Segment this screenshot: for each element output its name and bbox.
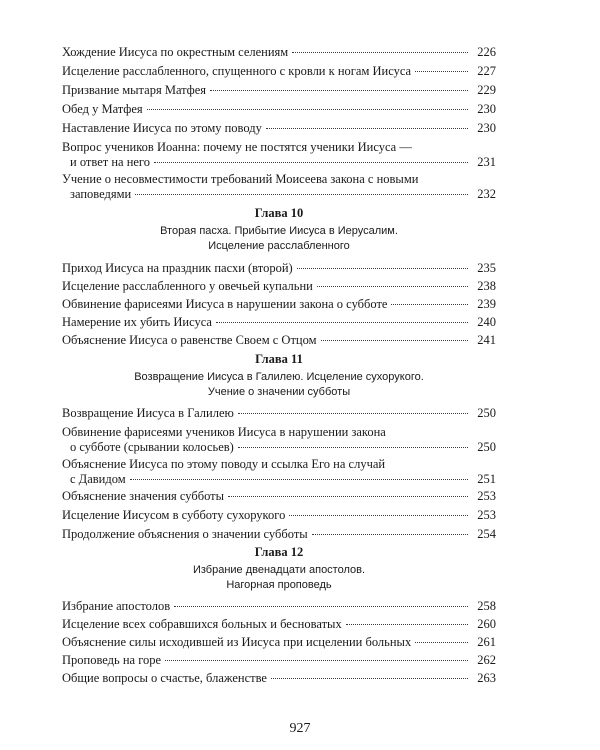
dot-leader xyxy=(165,659,468,661)
page-number: 927 xyxy=(289,721,311,736)
toc-entry-page: 263 xyxy=(477,671,496,685)
toc-entry-title: Учение о несовместимости требований Моисеева закона с новыми xyxy=(62,172,419,186)
toc-entry-title: Общие вопросы о счастье, блаженстве xyxy=(62,671,267,685)
dot-leader xyxy=(238,446,468,448)
toc-entry xyxy=(62,102,496,121)
toc-entry-title: Вопрос учеников Иоанна: почему не постятся ученики Иисуса — xyxy=(62,140,412,154)
toc-entry-page: 226 xyxy=(477,45,496,59)
toc-entry xyxy=(62,297,496,315)
toc-entry-page: 254 xyxy=(477,527,496,541)
toc-entry xyxy=(62,635,496,653)
dot-leader xyxy=(321,339,468,341)
chapter-10-description xyxy=(62,224,496,254)
toc-entry-title: Объяснение значения субботы xyxy=(62,489,225,503)
chapter-desc-line: Возвращение Иисуса в Галилею. Исцеление сухорукого. xyxy=(134,371,424,383)
toc-entry-page: 261 xyxy=(477,635,496,649)
dot-leader xyxy=(154,161,468,163)
chapter-desc-line: Исцеление расслабленного xyxy=(208,240,350,252)
toc-entry-title-cont: заповедями xyxy=(70,187,132,201)
toc-entry xyxy=(62,457,496,489)
toc-entry-page: 250 xyxy=(477,406,496,420)
toc-entry-title: Обвинение фарисеями учеников Иисуса в нарушении закона xyxy=(62,425,386,439)
chapter-10-title: Глава 10 xyxy=(254,206,304,220)
dot-leader xyxy=(415,70,468,72)
toc-entry xyxy=(62,599,496,617)
toc-entry-page: 230 xyxy=(477,102,496,116)
toc-entry-title: Обвинение фарисеями Иисуса в нарушении закона о субботе xyxy=(62,297,388,311)
dot-leader xyxy=(174,605,468,607)
toc-entry-title: Проповедь на горе xyxy=(62,653,162,667)
toc-entry-title: Призвание мытаря Матфея xyxy=(62,83,207,97)
toc-entry-page: 230 xyxy=(477,121,496,135)
toc-entry xyxy=(62,45,496,64)
chapter-12-description xyxy=(62,563,496,593)
toc-entry-page: 253 xyxy=(477,508,496,522)
toc-entry xyxy=(62,406,496,425)
toc-entry-title: Исцеление расслабленного у овечьей купальни xyxy=(62,279,313,293)
dot-leader xyxy=(346,623,468,625)
toc-entry-page: 239 xyxy=(477,297,496,311)
toc-entry-title: Исцеление всех собравшихся больных и бесноватых xyxy=(62,617,342,631)
dot-leader xyxy=(312,533,468,535)
chapter-desc-line: Вторая пасха. Прибытие Иисуса в Иерусалим. xyxy=(160,225,398,237)
toc-entry-title: Обед у Матфея xyxy=(62,102,143,116)
toc-entry-page: 240 xyxy=(477,315,496,329)
toc-entry xyxy=(62,121,496,140)
toc-entry-page: 232 xyxy=(477,187,496,201)
chapter-11-title: Глава 11 xyxy=(255,352,303,366)
dot-leader xyxy=(210,89,468,91)
toc-entry-page: 227 xyxy=(477,64,496,78)
toc-entry xyxy=(62,527,496,546)
toc-entry xyxy=(62,261,496,279)
toc-entry xyxy=(62,671,496,689)
toc-entry-title: Приход Иисуса на праздник пасхи (второй) xyxy=(62,261,293,275)
toc-entry-page: 241 xyxy=(477,333,496,347)
toc-entry xyxy=(62,140,496,172)
dot-leader xyxy=(135,193,468,195)
toc-entry-page: 260 xyxy=(477,617,496,631)
toc-entry-title-cont: и ответ на него xyxy=(70,155,150,169)
chapter-desc-line: Учение о значении субботы xyxy=(207,386,351,398)
toc-entry-page: 250 xyxy=(477,440,496,454)
toc-entry-page: 235 xyxy=(477,261,496,275)
toc-entry xyxy=(62,279,496,297)
chapter-desc-line: Нагорная проповедь xyxy=(226,579,332,591)
toc-entry-title: Избрание апостолов xyxy=(62,599,171,613)
toc-entry-title: Объяснение Иисуса о равенстве Своем с Отцом xyxy=(62,333,317,347)
toc-chapter-10 xyxy=(62,261,496,351)
toc-entry-title: Объяснение силы исходившей из Иисуса при исцелении больных xyxy=(62,635,412,649)
dot-leader xyxy=(297,267,468,269)
toc-entry-page: 258 xyxy=(477,599,496,613)
toc-entry xyxy=(62,172,496,204)
dot-leader xyxy=(216,321,468,323)
toc-entry-page: 253 xyxy=(477,489,496,503)
dot-leader xyxy=(238,412,468,414)
toc-entry-page: 231 xyxy=(477,155,496,169)
toc-entry xyxy=(62,489,496,508)
dot-leader xyxy=(289,514,468,516)
toc-entry-title: Продолжение объяснения о значении субботы xyxy=(62,527,308,541)
dot-leader xyxy=(228,495,468,497)
dot-leader xyxy=(147,108,468,110)
dot-leader xyxy=(271,677,468,679)
toc-entry-title: Хождение Иисуса по окрестным селениям xyxy=(62,45,289,59)
toc-entry-title: Возвращение Иисуса в Галилею xyxy=(62,406,234,420)
toc-entry-page: 251 xyxy=(477,472,496,486)
dot-leader xyxy=(130,478,468,480)
toc-entry-page: 238 xyxy=(477,279,496,293)
chapter-desc-line: Избрание двенадцати апостолов. xyxy=(192,564,366,576)
toc-entry xyxy=(62,508,496,527)
chapter-12-title: Глава 12 xyxy=(254,545,304,559)
toc-entry xyxy=(62,83,496,102)
toc-entry-title-cont: о субботе (срывании колосьев) xyxy=(70,440,234,454)
chapter-11-description xyxy=(62,370,496,400)
toc-entry xyxy=(62,315,496,333)
dot-leader xyxy=(415,641,468,643)
dot-leader xyxy=(266,127,468,129)
toc-entry xyxy=(62,653,496,671)
toc-entry xyxy=(62,64,496,83)
toc-entry-title: Намерение их убить Иисуса xyxy=(62,315,212,329)
toc-entry-title: Исцеление расслабленного, спущенного с кровли к ногам Иисуса xyxy=(62,64,412,78)
toc-entry xyxy=(62,425,496,457)
toc-chapter-12 xyxy=(62,599,496,689)
toc-entry xyxy=(62,333,496,351)
toc-entry-page: 262 xyxy=(477,653,496,667)
toc-entry-page: 229 xyxy=(477,83,496,97)
dot-leader xyxy=(317,285,468,287)
toc-entry-title-cont: с Давидом xyxy=(70,472,126,486)
toc-entry-title: Объяснение Иисуса по этому поводу и ссылка Его на случай xyxy=(62,457,386,471)
toc-entry xyxy=(62,617,496,635)
toc-entry-title: Наставление Иисуса по этому поводу xyxy=(62,121,262,135)
dot-leader xyxy=(391,303,468,305)
toc-entry-title: Исцеление Иисусом в субботу сухорукого xyxy=(62,508,286,522)
dot-leader xyxy=(292,51,468,53)
toc-section-top xyxy=(62,45,496,204)
toc-chapter-11 xyxy=(62,406,496,546)
